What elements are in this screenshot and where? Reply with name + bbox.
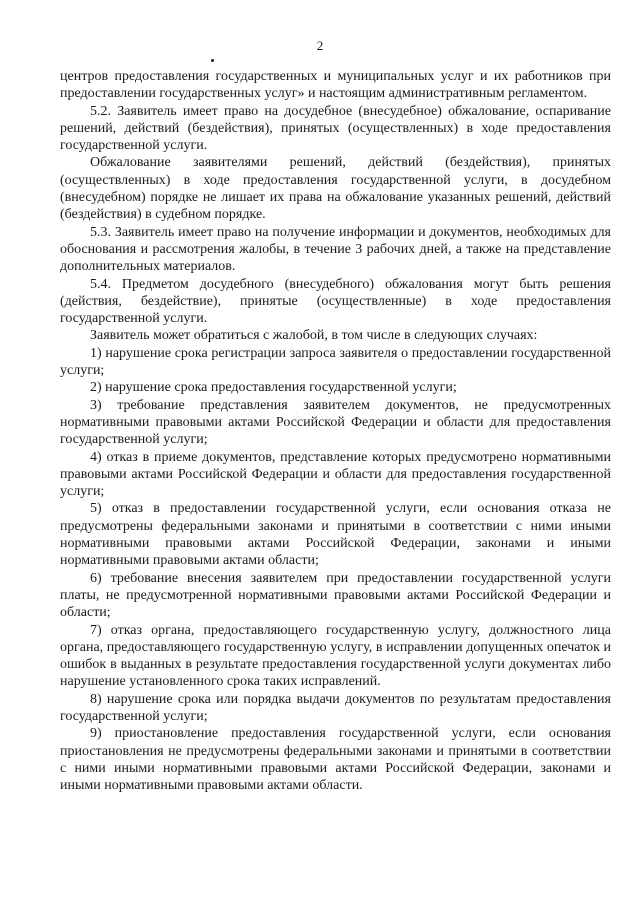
- list-item-2: 2) нарушение срока предоставления государственной услуги;: [90, 380, 457, 396]
- paragraph-5-3: 5.3. Заявитель имеет право на получение информации и документов, необходимых для обоснования и рассмотрения жалобы, в течение 3 рабочих дней, а также на представление дополнительных материалов.: [60, 224, 611, 275]
- list-item-7: 7) отказ органа, предоставляющего государственную услугу, должностного лица органа, предоставляющего государственную услугу, в исправлении допущенных опечаток и ошибок в выданных в результате предоставления государственной услуги документах либо нарушение установленного срока таких исправлений.: [60, 622, 611, 690]
- list-item-9: 9) приостановление предоставления государственной услуги, если основания приостановления не предусмотрены федеральными законами и принятыми в соответствии с ними иными нормативными правовыми актами Российской Федерации, законами и иными нормативными правовыми актами области.: [60, 726, 611, 794]
- list-item-8: 8) нарушение срока или порядка выдачи документов по результатам предоставления государственной услуги;: [60, 691, 611, 724]
- page-number: 2: [316, 38, 324, 53]
- paragraph-5-4: 5.4. Предметом досудебного (внесудебного) обжалования могут быть решения (действия, бездействие), принятые (осуществленные) в ходе предоставления государственной услуги.: [60, 276, 611, 327]
- list-item-6: 6) требование внесения заявителем при предоставлении государственной услуги платы, не предусмотренной нормативными правовыми актами Российской Федерации и области;: [60, 570, 611, 621]
- list-item-3: 3) требование представления заявителем документов, не предусмотренных нормативными правовыми актами Российской Федерации и области для предоставления государственной услуги;: [60, 397, 611, 448]
- scan-artifact-dot: [211, 59, 214, 62]
- list-item-1: 1) нарушение срока регистрации запроса заявителя о предоставлении государственной услуги;: [60, 345, 611, 379]
- paragraph-5-2: 5.2. Заявитель имеет право на досудебное (внесудебное) обжалование, оспаривание решений, действий (бездействия), принятых (осуществленных) в ходе предоставления государственной услуги.: [60, 103, 611, 154]
- list-item-4: 4) отказ в приеме документов, представление которых предусмотрено нормативными правовыми актами Российской Федерации и области для предоставления государственной услуги;: [60, 449, 611, 500]
- paragraph-continuation: центров предоставления государственных и муниципальных услуг и их работников при предоставлении государственных услуг» и настоящим административным регламентом.: [60, 69, 611, 102]
- document-body: [60, 68, 611, 794]
- paragraph-appeal-note: Обжалование заявителями решений, действий (бездействия), принятых (осуществленных) в ходе предоставления государственной услуги, в досудебном (внесудебном) порядке не лишает их права на обжалование указанных решений, действий (бездействия) в судебном порядке.: [60, 155, 611, 223]
- paragraph-cases-intro: Заявитель может обратиться с жалобой, в том числе в следующих случаях:: [90, 328, 538, 344]
- list-item-5: 5) отказ в предоставлении государственной услуги, если основания отказа не предусмотрены федеральными законами и принятыми в соответствии с ними иными нормативными правовыми актами Российской Федерации, законами и иными нормативными правовыми актами области;: [60, 501, 611, 569]
